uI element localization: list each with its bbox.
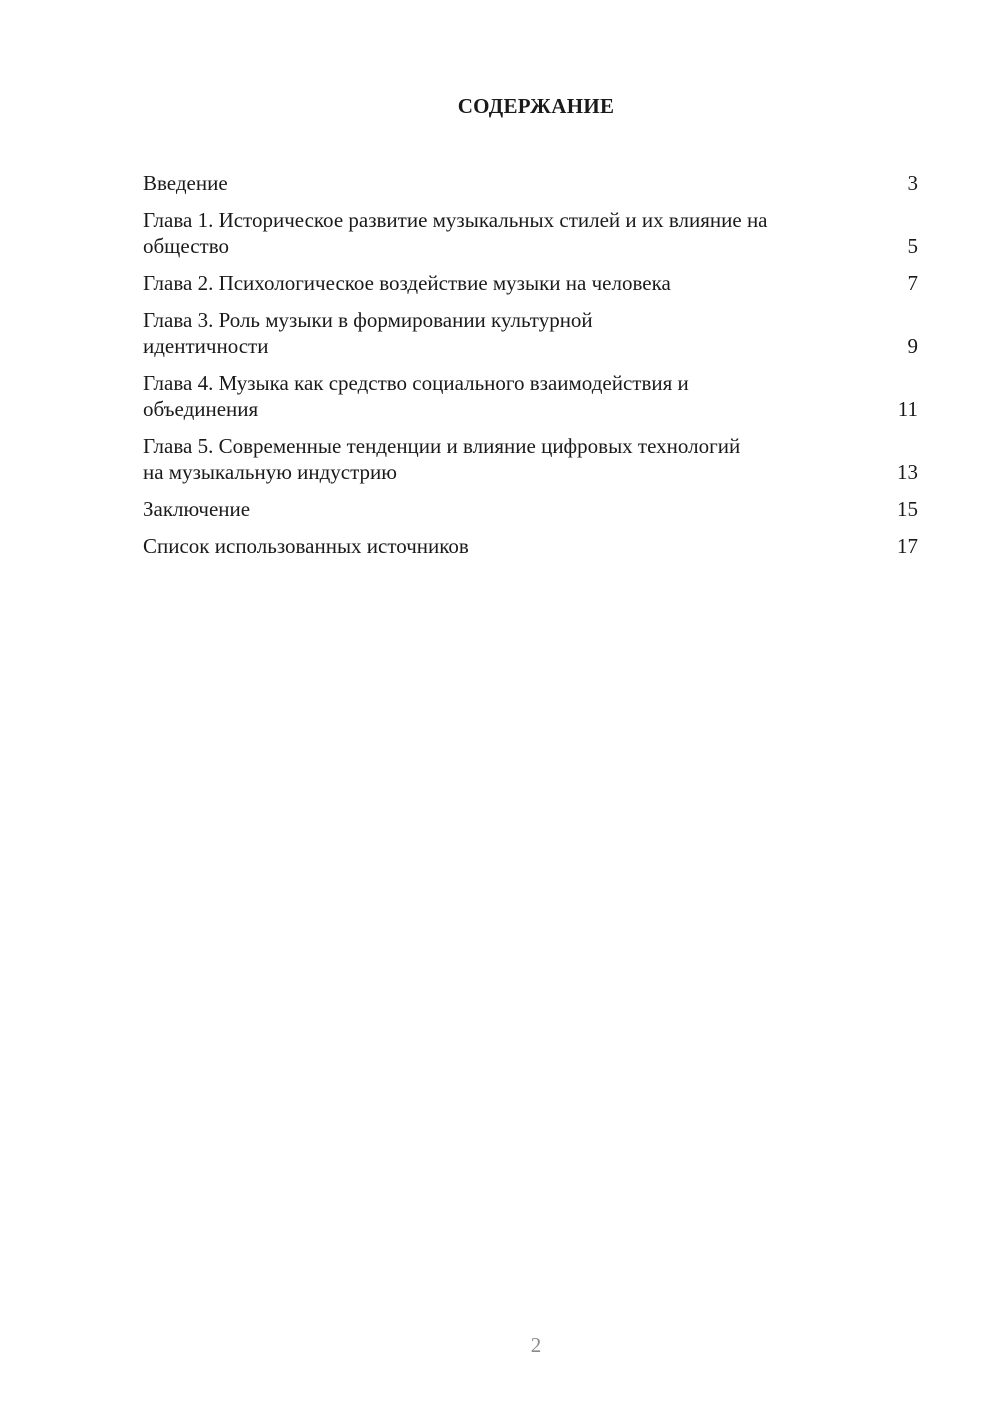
toc-entry-conclusion[interactable] [143,496,918,522]
toc-entry-page: 7 [907,271,918,295]
toc-entry-label: Заключение [143,497,251,521]
toc-entry-label: Глава 1. Историческое развитие музыкальных стилей и их влияние на общество [143,208,768,258]
toc-entry-page: 9 [907,334,918,358]
toc-entry-label: Глава 2. Психологическое воздействие музыки на человека [143,271,671,295]
page-number: 2 [530,1333,542,1357]
toc-entry-introduction[interactable] [143,170,918,196]
toc-entry-page: 17 [897,534,918,558]
toc-entry-page: 3 [907,171,918,195]
toc-entry-page: 15 [897,497,918,521]
toc-entry-label: Список использованных источников [143,534,469,558]
toc-entry-label: Глава 4. Музыка как средство социального взаимодействия и объединения [143,371,689,421]
toc-entry-label: Глава 3. Роль музыки в формировании культурной идентичности [143,308,593,358]
toc-entry-page: 11 [897,397,918,421]
toc-entry-page: 13 [897,460,918,484]
toc-entry-chapter-3[interactable] [143,307,918,359]
toc-entry-page: 5 [907,234,918,258]
toc-entry-chapter-1[interactable] [143,207,918,259]
toc-entry-references[interactable] [143,533,918,559]
table-of-contents [143,170,918,570]
toc-entry-chapter-5[interactable] [143,433,918,485]
toc-entry-chapter-2[interactable] [143,270,918,296]
page-title: СОДЕРЖАНИЕ [457,94,615,118]
toc-entry-label: Введение [143,171,228,195]
toc-entry-chapter-4[interactable] [143,370,918,422]
toc-entry-label: Глава 5. Современные тенденции и влияние цифровых технологий на музыкальную индустрию [143,434,741,484]
